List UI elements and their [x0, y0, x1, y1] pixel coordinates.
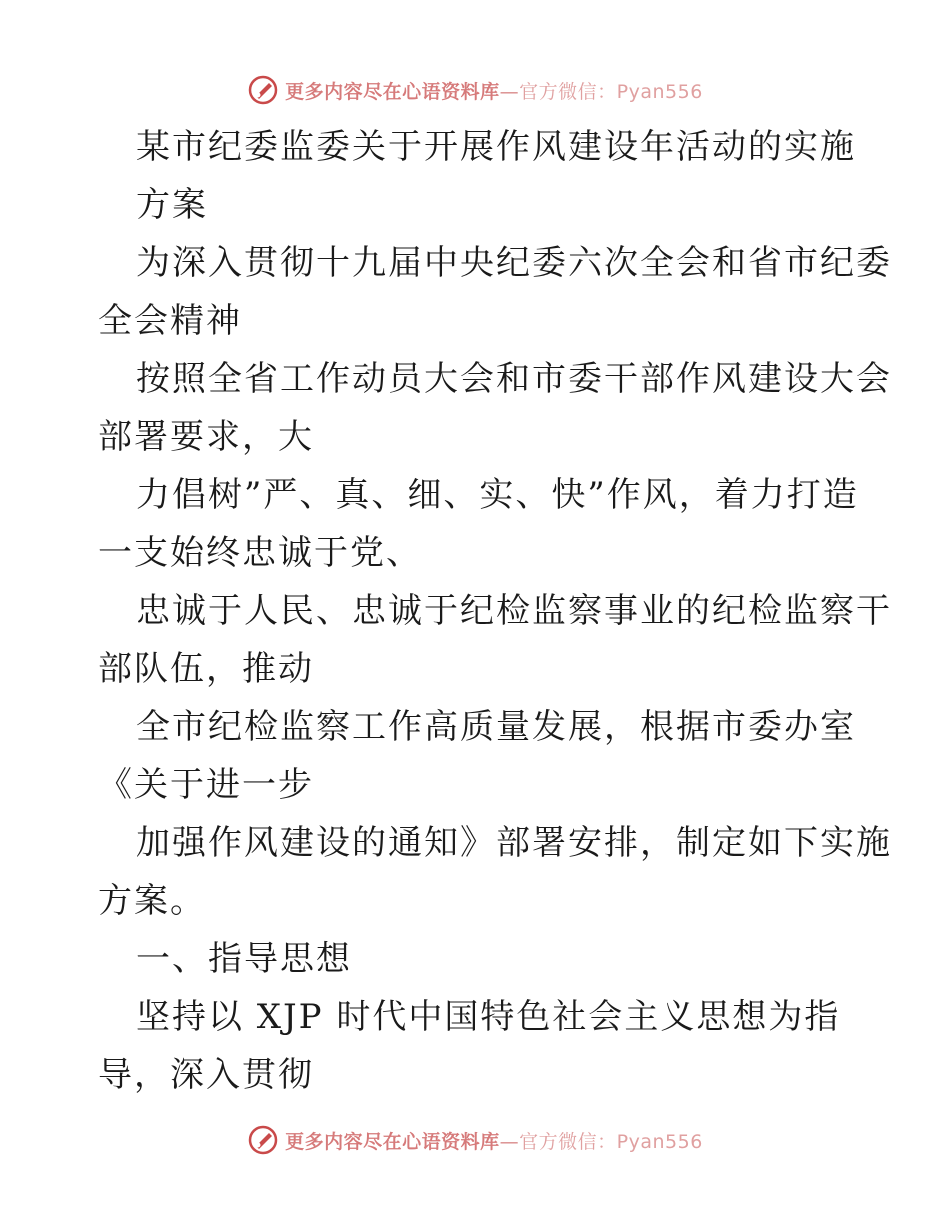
- section-heading: 一、指导思想: [136, 939, 352, 979]
- text-line: 《关于进一步: [98, 765, 314, 805]
- watermark-dash: —: [499, 80, 520, 103]
- text-line: 方案。: [98, 881, 206, 921]
- text-line: 一支始终忠诚于党、: [98, 533, 422, 573]
- header-watermark: [0, 70, 950, 110]
- seal-logo-icon: [247, 1124, 279, 1156]
- text-line: 全市纪检监察工作高质量发展，根据市委办室: [136, 707, 856, 747]
- text-line: 部队伍，推动: [98, 649, 314, 689]
- seal-logo-icon: [247, 74, 279, 106]
- text-line: 方案: [136, 185, 208, 225]
- text-line: 部署要求，大: [98, 417, 314, 457]
- document-body: [98, 118, 892, 1104]
- text-line: 力倡树”严、真、细、实、快”作风，着力打造: [136, 475, 859, 515]
- text-line: 按照全省工作动员大会和市委干部作风建设大会: [136, 359, 892, 399]
- text-line: 加强作风建设的通知》部署安排，制定如下实施: [136, 823, 892, 863]
- text-line: 坚持以 XJP 时代中国特色社会主义思想为指: [136, 997, 841, 1037]
- text-line: 为深入贯彻十九届中央纪委六次全会和省市纪委: [136, 243, 892, 283]
- text-line: 某市纪委监委关于开展作风建设年活动的实施: [136, 127, 856, 167]
- watermark-wechat: 官方微信：Pyan556: [519, 1130, 703, 1153]
- text-line: 忠诚于人民、忠诚于纪检监察事业的纪检监察干: [136, 591, 892, 631]
- text-line: 导，深入贯彻: [98, 1055, 314, 1095]
- watermark-dash: —: [499, 1130, 520, 1153]
- footer-watermark: [0, 1120, 950, 1160]
- watermark-text: [285, 77, 703, 104]
- text-line: 全会精神: [98, 301, 242, 341]
- watermark-brand: 更多内容尽在心语资料库: [285, 1130, 500, 1153]
- watermark-text: [285, 1127, 703, 1154]
- watermark-brand: 更多内容尽在心语资料库: [285, 80, 500, 103]
- watermark-wechat: 官方微信：Pyan556: [519, 80, 703, 103]
